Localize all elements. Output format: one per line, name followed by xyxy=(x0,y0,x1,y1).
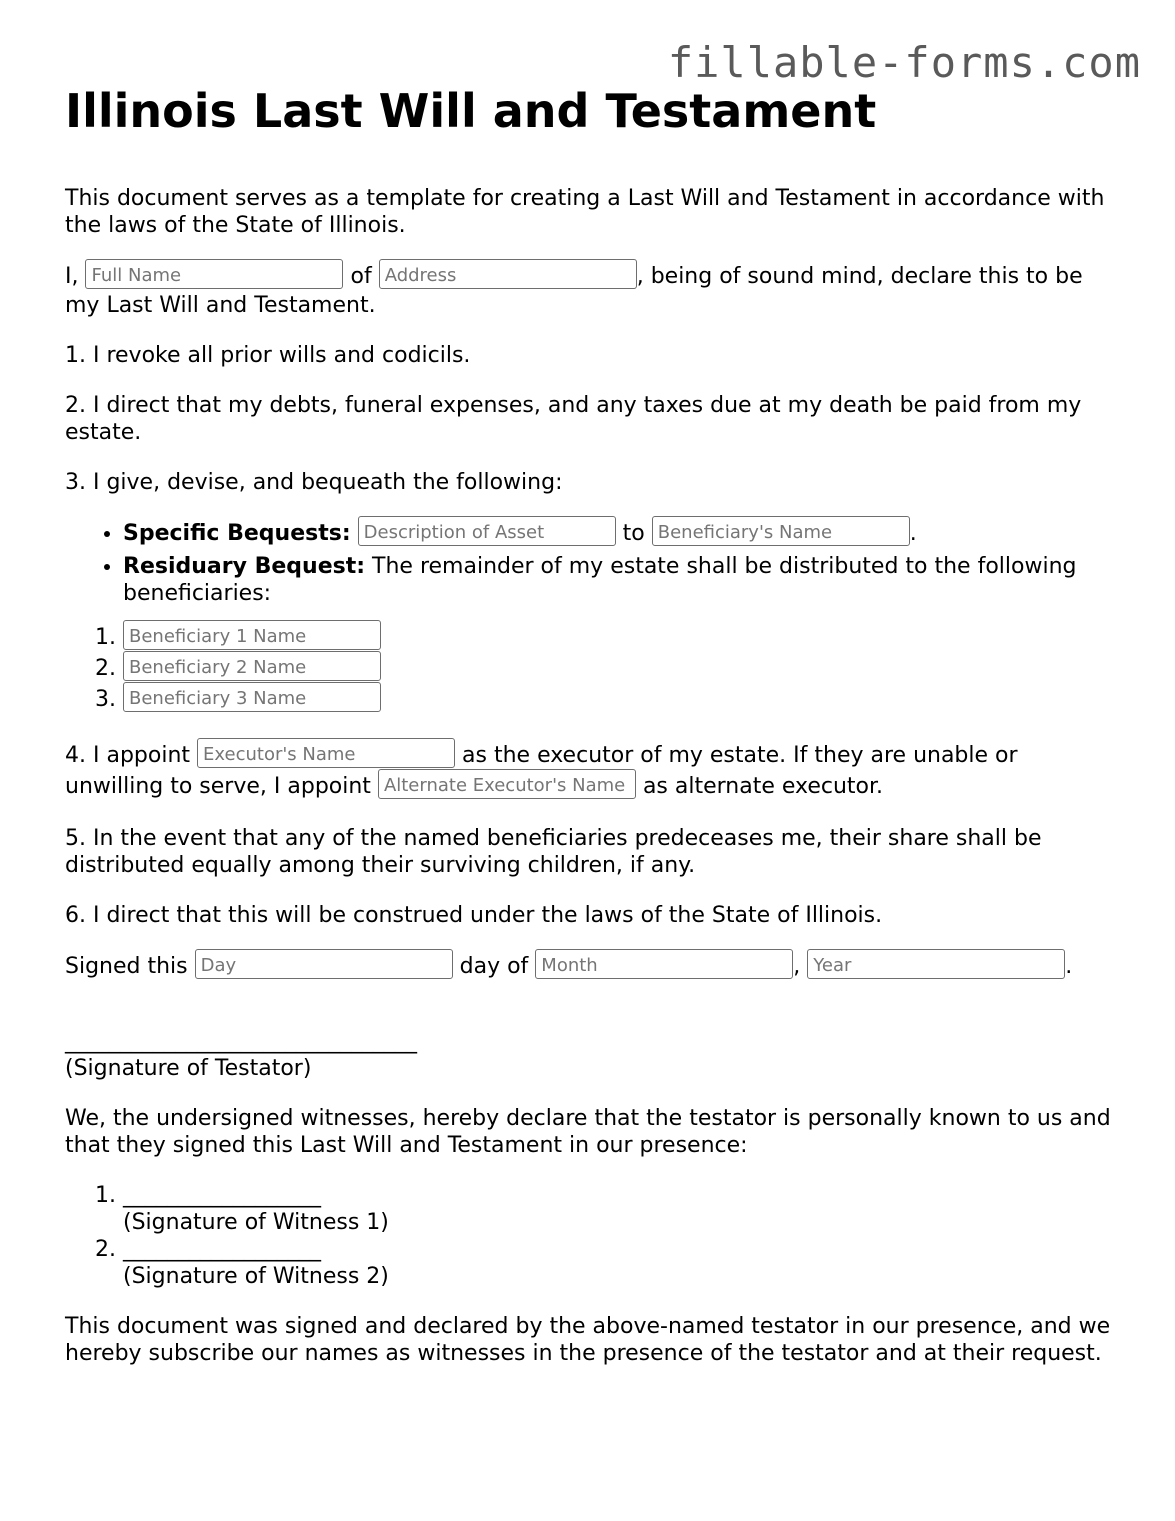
witness-list xyxy=(65,1182,1115,1290)
clause-1: 1. I revoke all prior wills and codicils. xyxy=(65,343,471,368)
year-field[interactable] xyxy=(807,949,1065,979)
clause-4 xyxy=(65,740,1115,802)
beneficiaries-list xyxy=(65,623,1115,716)
page-title: Illinois Last Will and Testament xyxy=(65,84,877,138)
list-item xyxy=(123,654,1115,685)
declaration-suffix: , being of sound mind, declare this to be my Last Will and Testament. xyxy=(65,264,1083,318)
clause-3: 3. I give, devise, and bequeath the following: xyxy=(65,470,563,495)
signed-end: . xyxy=(1065,954,1073,979)
witness-intro: We, the undersigned witnesses, hereby declare that the testator is personally known to us and that they signed this Last Will and Testament in our presence: xyxy=(65,1106,1111,1158)
signed-day-of: day of xyxy=(459,954,529,979)
specific-to: to xyxy=(622,521,645,546)
declaration-of: of xyxy=(350,264,372,289)
beneficiary-3-field[interactable] xyxy=(123,682,381,712)
residuary-bequest-label: Residuary Bequest: xyxy=(123,554,366,579)
beneficiary-1-field[interactable] xyxy=(123,620,381,650)
declaration-prefix: I, xyxy=(65,264,79,289)
asset-description-field[interactable] xyxy=(358,516,616,546)
watermark: fillable-forms.com xyxy=(667,38,1141,87)
clause-2: 2. I direct that my debts, funeral expenses, and any taxes due at my death be paid from my estate. xyxy=(65,393,1082,445)
list-item xyxy=(123,685,1115,716)
specific-beneficiary-field[interactable] xyxy=(652,516,910,546)
clause-4-middle: as the executor of my estate. If they are unable or unwilling to serve, I appoint xyxy=(65,743,1018,799)
testator-signature-line: ________________________________ xyxy=(65,1029,417,1054)
specific-bequest-item xyxy=(123,519,1115,549)
clause-4-prefix: 4. I appoint xyxy=(65,743,191,768)
residuary-bequest-text: The remainder of my estate shall be distributed to the following beneficiaries: xyxy=(123,554,1077,606)
will-document xyxy=(65,80,1115,1390)
signed-comma: , xyxy=(793,954,801,979)
day-field[interactable] xyxy=(195,949,453,979)
beneficiary-2-field[interactable] xyxy=(123,651,381,681)
list-item xyxy=(123,623,1115,654)
testator-signature xyxy=(65,1028,1115,1082)
bequests-list xyxy=(65,519,1115,607)
declaration-paragraph xyxy=(65,262,1115,319)
clause-6: 6. I direct that this will be construed under the laws of the State of Illinois. xyxy=(65,903,883,928)
closing-paragraph: This document was signed and declared by the above-named testator in our presence, and we hereby subscribe our names as witnesses in the presence of the testator and at their request. xyxy=(65,1314,1111,1366)
list-item xyxy=(123,1236,1115,1290)
month-field[interactable] xyxy=(535,949,793,979)
signed-line xyxy=(65,952,1115,982)
specific-end: . xyxy=(909,521,917,546)
clause-4-suffix: as alternate executor. xyxy=(642,774,884,799)
witness-2-line: __________________ xyxy=(123,1237,321,1262)
full-name-field[interactable] xyxy=(85,259,343,289)
testator-signature-caption: (Signature of Testator) xyxy=(65,1056,312,1081)
address-field[interactable] xyxy=(379,259,637,289)
witness-1-line: __________________ xyxy=(123,1183,321,1208)
intro-paragraph: This document serves as a template for creating a Last Will and Testament in accordance with the laws of the State of Illinois. xyxy=(65,186,1105,238)
residuary-bequest-item xyxy=(123,553,1115,607)
signed-prefix: Signed this xyxy=(65,954,188,979)
clause-5: 5. In the event that any of the named beneficiaries predeceases me, their share shall be distributed equally among their surviving children, if any. xyxy=(65,826,1042,878)
witness-1-caption: (Signature of Witness 1) xyxy=(123,1210,389,1235)
list-item xyxy=(123,1182,1115,1236)
witness-2-caption: (Signature of Witness 2) xyxy=(123,1264,389,1289)
alternate-executor-field[interactable] xyxy=(378,769,636,799)
specific-bequest-label: Specific Bequests: xyxy=(123,521,351,546)
executor-field[interactable] xyxy=(197,738,455,768)
